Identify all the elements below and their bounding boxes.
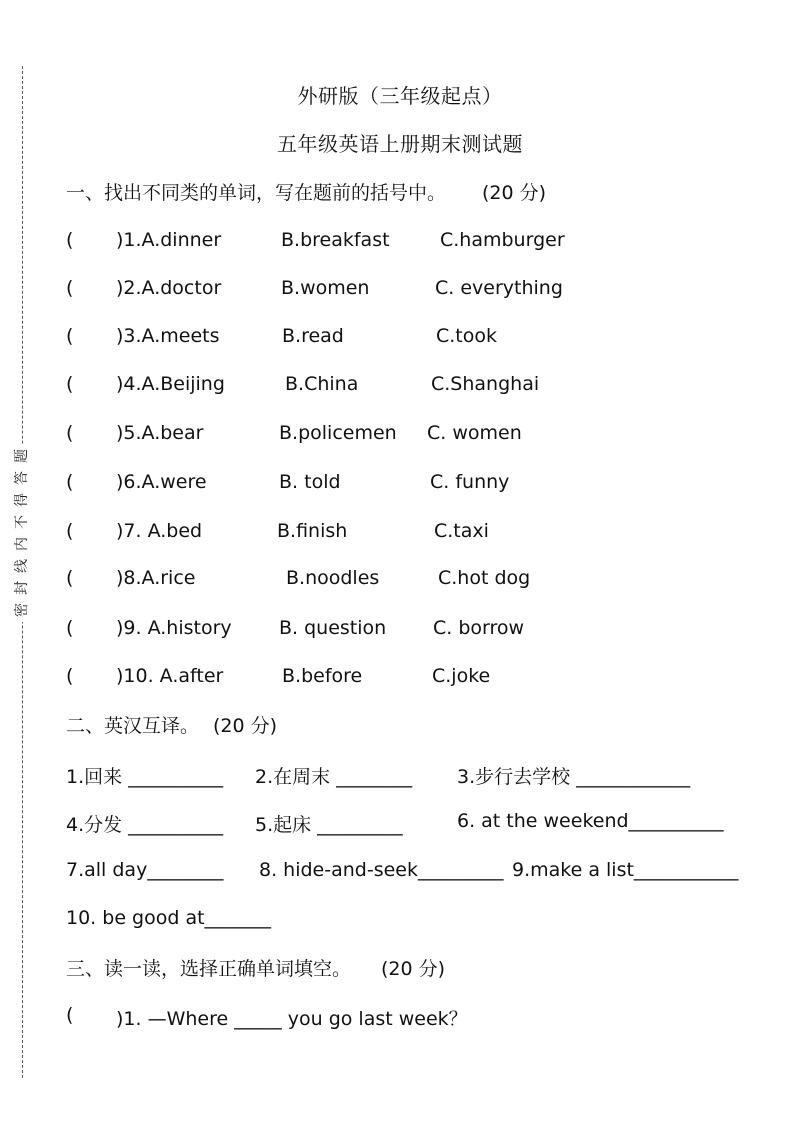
option-a: )3.A.meets (116, 325, 220, 347)
option-c: C. borrow (433, 617, 525, 639)
exam-publisher-title: 外研版（三年级起点） (297, 84, 503, 108)
option-a: )7. A.bed (116, 520, 203, 542)
option-a: )2.A.doctor (116, 277, 222, 299)
option-b: B. question (279, 617, 387, 639)
binding-char: 封 (14, 581, 30, 595)
option-c: C. funny (430, 471, 510, 493)
option-c: C.hamburger (440, 229, 565, 251)
option-c: C. women (427, 422, 522, 444)
section1-heading: 一、找出不同类的单词，写在题前的括号中。 (66, 182, 447, 204)
binding-char: 线 (14, 559, 30, 573)
translation-item[interactable]: 9.make a list___________ (512, 859, 739, 881)
answer-paren[interactable]: ( (66, 229, 74, 251)
answer-paren[interactable]: ( (66, 373, 74, 395)
section3-heading-row (66, 954, 445, 981)
option-a: )1.A.dinner (116, 229, 222, 251)
translation-item[interactable]: 8. hide-and-seek_________ (259, 859, 504, 881)
answer-paren[interactable]: ( (66, 1004, 74, 1026)
option-b: B.women (281, 277, 370, 299)
binding-char: 题 (14, 449, 30, 463)
option-a: )5.A.bear (116, 422, 204, 444)
option-b: B.finish (277, 520, 348, 542)
binding-char: 得 (14, 493, 30, 507)
section3-score: (20 分) (381, 958, 446, 980)
binding-char: 密 (14, 603, 30, 617)
translation-item[interactable]: 10. be good at_______ (66, 907, 272, 929)
fill-blank-question: )1. —Where _____ you go last week？ (116, 1008, 468, 1030)
section1-score: (20 分) (482, 182, 547, 204)
exam-title: 五年级英语上册期末测试题 (277, 132, 523, 156)
translation-item[interactable]: 6. at the weekend__________ (457, 810, 724, 832)
option-b: B.policemen (279, 422, 397, 444)
option-c: C.taxi (434, 520, 489, 542)
binding-margin-notice (8, 444, 36, 622)
option-a: )6.A.were (116, 471, 207, 493)
translation-item[interactable]: 4.分发 __________ (66, 814, 224, 836)
answer-paren[interactable]: ( (66, 471, 74, 493)
answer-paren[interactable]: ( (66, 277, 74, 299)
section2-score: (20 分) (213, 715, 278, 737)
answer-paren[interactable]: ( (66, 325, 74, 347)
option-b: B.read (282, 325, 344, 347)
binding-char: 不 (14, 515, 30, 529)
option-c: C.Shanghai (431, 373, 540, 395)
option-b: B.noodles (286, 567, 380, 589)
answer-paren[interactable]: ( (66, 422, 74, 444)
option-b: B. told (279, 471, 341, 493)
translation-item[interactable]: 5.起床 _________ (255, 814, 403, 836)
translation-item[interactable]: 3.步行去学校 ____________ (457, 766, 691, 788)
translation-item[interactable]: 1.回来 __________ (66, 766, 224, 788)
option-a: )8.A.rice (116, 567, 196, 589)
answer-paren[interactable]: ( (66, 567, 74, 589)
binding-char: 答 (14, 471, 30, 485)
translation-item[interactable]: 7.all day________ (66, 859, 224, 881)
section2-heading-row (66, 711, 277, 738)
answer-paren[interactable]: ( (66, 617, 74, 639)
option-c: C.joke (432, 665, 491, 687)
section3-heading: 三、读一读，选择正确单词填空。 (66, 958, 352, 980)
binding-char: 内 (14, 537, 30, 551)
translation-item[interactable]: 2.在周末 ________ (255, 766, 413, 788)
option-a: )10. A.after (116, 665, 224, 687)
answer-paren[interactable]: ( (66, 520, 74, 542)
option-a: )4.A.Beijing (116, 373, 225, 395)
answer-paren[interactable]: ( (66, 665, 74, 687)
option-b: B.before (282, 665, 363, 687)
section1-heading-row (66, 178, 546, 205)
option-b: B.breakfast (281, 229, 390, 251)
option-c: C.hot dog (438, 567, 531, 589)
option-b: B.China (285, 373, 359, 395)
option-c: C.took (436, 325, 498, 347)
option-c: C. everything (435, 277, 563, 299)
option-a: )9. A.history (116, 617, 232, 639)
section2-heading: 二、英汉互译。 (66, 715, 200, 737)
